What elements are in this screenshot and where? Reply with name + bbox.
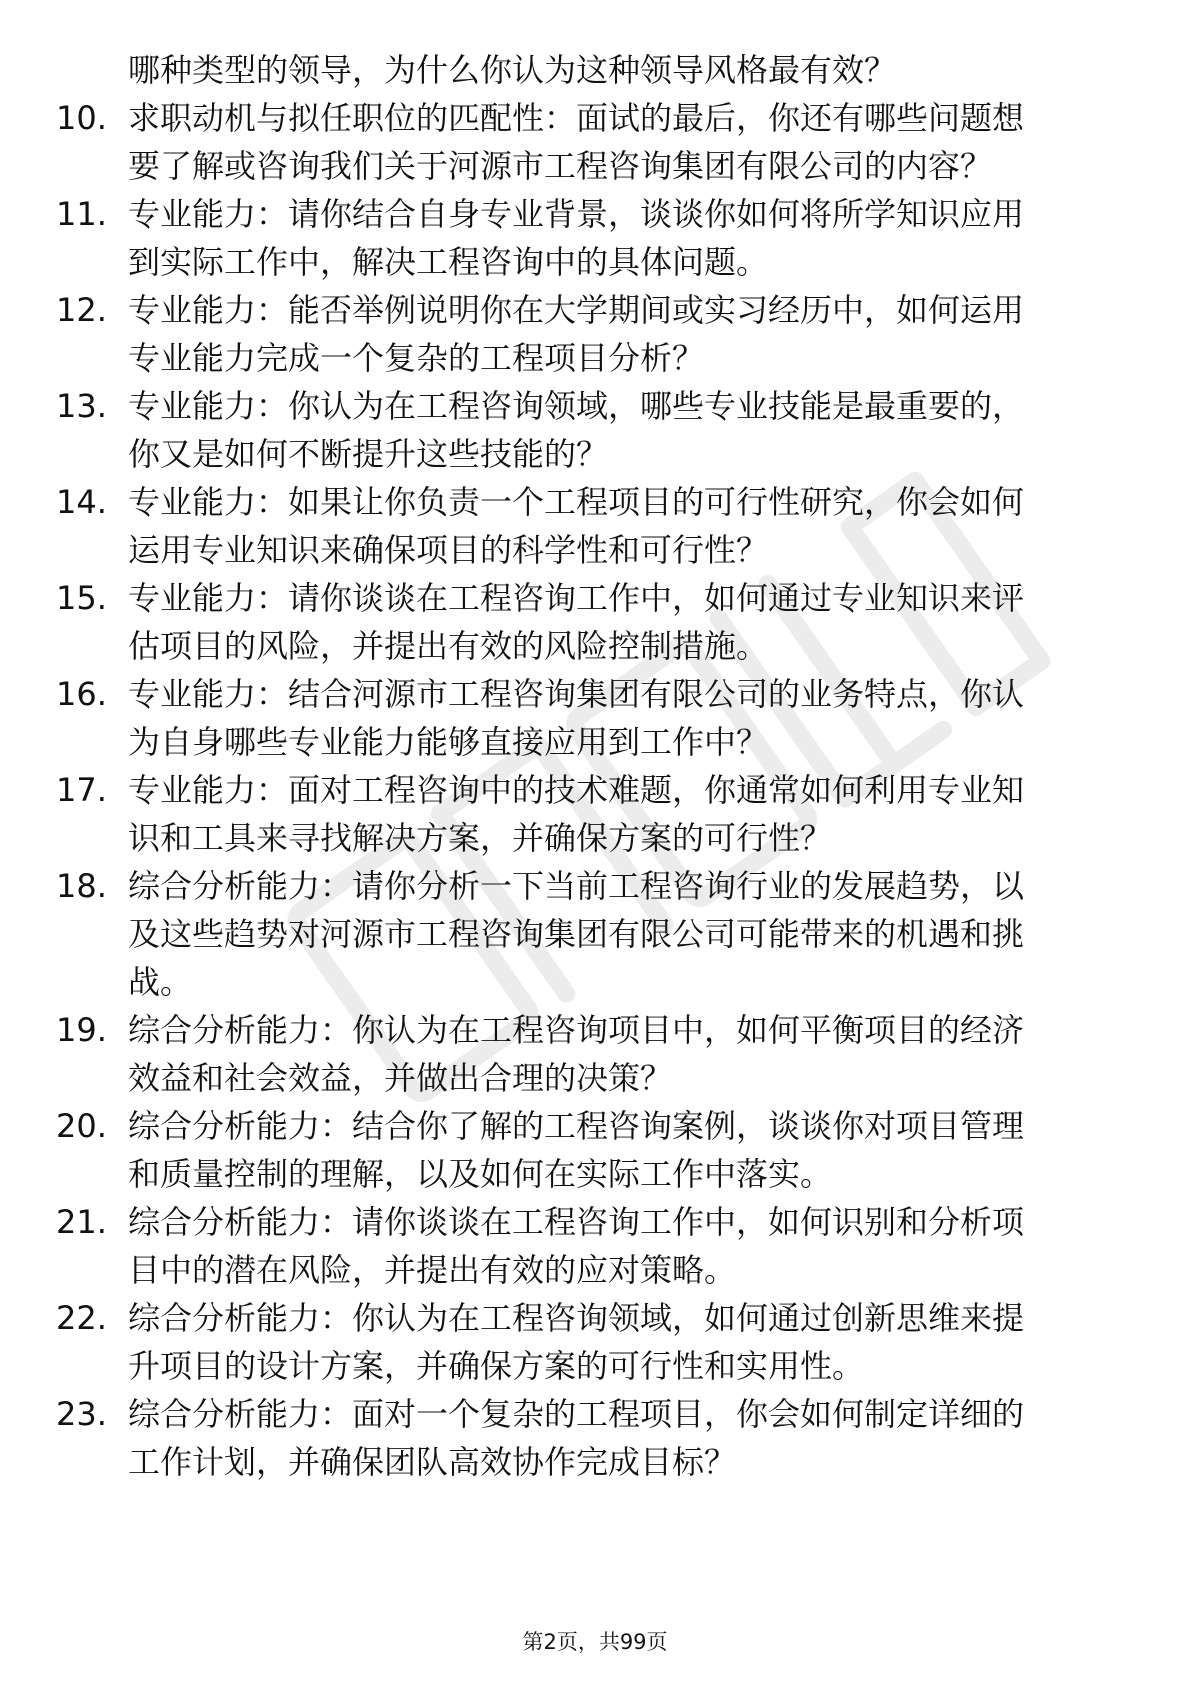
continuation-line: 哪种类型的领导，为什么你认为这种领导风格最有效？	[128, 51, 897, 89]
item-number: 23.	[56, 1395, 107, 1433]
item-text-line: 工作计划，并确保团队高效协作完成目标？	[128, 1443, 737, 1481]
item-text-line: 专业能力：请你谈谈在工程咨询工作中，如何通过专业知识来评	[128, 579, 1025, 617]
item-number: 22.	[56, 1299, 107, 1337]
item-text	[128, 382, 1118, 478]
item-text-line: 估项目的风险，并提出有效的风险控制措施。	[128, 627, 769, 665]
item-text	[128, 190, 1118, 286]
item-text-line: 及这些趋势对河源市工程咨询集团有限公司可能带来的机遇和挑	[128, 915, 1025, 953]
item-text	[128, 766, 1118, 862]
item-text	[128, 862, 1118, 1006]
item-text-line: 到实际工作中，解决工程咨询中的具体问题。	[128, 243, 769, 281]
item-text	[128, 1390, 1118, 1486]
item-text-line: 要了解或咨询我们关于河源市工程咨询集团有限公司的内容？	[128, 147, 993, 185]
item-text-line: 战。	[128, 963, 193, 1001]
item-number: 21.	[56, 1203, 107, 1241]
item-text-line: 专业能力：你认为在工程咨询领域，哪些专业技能是最重要的，	[128, 387, 1025, 425]
page-number-footer: 第2页，共99页	[522, 1630, 668, 1654]
item-text	[128, 1294, 1118, 1390]
item-text	[128, 478, 1118, 574]
item-text	[128, 286, 1118, 382]
item-number: 19.	[56, 1011, 107, 1049]
item-number: 15.	[56, 579, 107, 617]
item-text-line: 效益和社会效益，并做出合理的决策？	[128, 1059, 673, 1097]
item-text-line: 目中的潜在风险，并提出有效的应对策略。	[128, 1251, 737, 1289]
item-text-line: 识和工具来寻找解决方案，并确保方案的可行性？	[128, 819, 833, 857]
item-text-line: 综合分析能力：结合你了解的工程咨询案例，谈谈你对项目管理	[128, 1107, 1025, 1145]
item-text	[128, 1198, 1118, 1294]
item-text-line: 为自身哪些专业能力能够直接应用到工作中？	[128, 723, 769, 761]
item-number: 20.	[56, 1107, 107, 1145]
item-text-line: 专业能力：面对工程咨询中的技术难题，你通常如何利用专业知	[128, 771, 1025, 809]
item-number: 16.	[56, 675, 107, 713]
item-text-line: 专业能力完成一个复杂的工程项目分析？	[128, 339, 705, 377]
item-text-line: 专业能力：如果让你负责一个工程项目的可行性研究，你会如何	[128, 483, 1025, 521]
item-text	[128, 1006, 1118, 1102]
item-number: 14.	[56, 483, 107, 521]
item-text	[128, 1102, 1118, 1198]
item-number: 13.	[56, 387, 107, 425]
item-text-line: 综合分析能力：请你分析一下当前工程咨询行业的发展趋势，以	[128, 867, 1025, 905]
item-text-line: 综合分析能力：面对一个复杂的工程项目，你会如何制定详细的	[128, 1395, 1025, 1433]
item-text-line: 综合分析能力：请你谈谈在工程咨询工作中，如何识别和分析项	[128, 1203, 1025, 1241]
item-text	[128, 670, 1118, 766]
item-text-line: 和质量控制的理解，以及如何在实际工作中落实。	[128, 1155, 833, 1193]
item-text-line: 综合分析能力：你认为在工程咨询项目中，如何平衡项目的经济	[128, 1011, 1025, 1049]
item-text-line: 专业能力：能否举例说明你在大学期间或实习经历中，如何运用	[128, 291, 1025, 329]
item-text-line: 升项目的设计方案，并确保方案的可行性和实用性。	[128, 1347, 865, 1385]
item-text-line: 专业能力：结合河源市工程咨询集团有限公司的业务特点，你认	[128, 675, 1025, 713]
item-number: 17.	[56, 771, 107, 809]
item-number: 11.	[56, 195, 107, 233]
item-text-line: 综合分析能力：你认为在工程咨询领域，如何通过创新思维来提	[128, 1299, 1025, 1337]
item-number: 12.	[56, 291, 107, 329]
item-text	[128, 94, 1118, 190]
item-number: 10.	[56, 99, 107, 137]
item-text	[128, 574, 1118, 670]
item-text-line: 你又是如何不断提升这些技能的？	[128, 435, 609, 473]
item-text-line: 求职动机与拟任职位的匹配性：面试的最后，你还有哪些问题想	[128, 99, 1025, 137]
item-text-line: 运用专业知识来确保项目的科学性和可行性？	[128, 531, 769, 569]
item-number: 18.	[56, 867, 107, 905]
item-text-line: 专业能力：请你结合自身专业背景，谈谈你如何将所学知识应用	[128, 195, 1025, 233]
